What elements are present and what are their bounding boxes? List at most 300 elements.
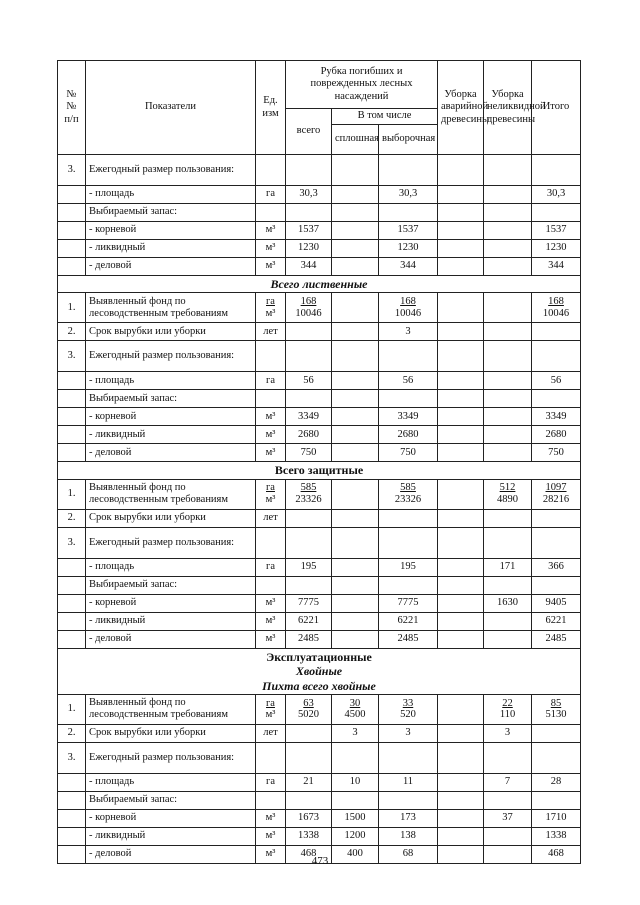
fraction-value (500, 698, 515, 721)
row-label: Выявленный фонд по лесоводственным требованиям (86, 479, 256, 509)
table-cell: 3 (379, 323, 438, 341)
table-row (58, 323, 581, 341)
table-cell (58, 612, 86, 630)
table-cell (332, 612, 379, 630)
col-header-total: Итого (532, 61, 581, 155)
table-cell (484, 155, 532, 186)
table-cell: 28 (532, 773, 581, 791)
fraction-numerator: га (266, 697, 275, 709)
table-cell (379, 341, 438, 372)
table-cell (438, 258, 484, 276)
fraction-numerator: га (266, 482, 275, 494)
table-cell (332, 444, 379, 462)
table-cell (58, 258, 86, 276)
table-cell (58, 594, 86, 612)
table-cell (438, 773, 484, 791)
table-cell: 1673 (286, 809, 332, 827)
table-cell: м³ (256, 426, 286, 444)
table-cell: 7775 (379, 594, 438, 612)
row-label: Ежегодный размер пользования: (86, 742, 256, 773)
table-cell: 1. (58, 293, 86, 323)
row-label: - корневой (86, 222, 256, 240)
table-cell: 1230 (379, 240, 438, 258)
fraction-denominator: 110 (499, 709, 516, 721)
table-cell (532, 204, 581, 222)
table-cell: 56 (379, 372, 438, 390)
table-cell (484, 240, 532, 258)
table-cell (332, 293, 379, 323)
fraction-denominator: м³ (265, 494, 276, 506)
table-cell: 1230 (532, 240, 581, 258)
table-cell (532, 155, 581, 186)
table-cell: 3349 (286, 408, 332, 426)
table-row (58, 186, 581, 204)
table-cell (484, 509, 532, 527)
forest-use-table (57, 60, 581, 864)
fraction-numerator: 85 (550, 697, 562, 709)
fraction-value (266, 482, 276, 505)
table-cell (332, 222, 379, 240)
table-cell: 1500 (332, 809, 379, 827)
table-cell: 21 (286, 773, 332, 791)
table-cell (484, 742, 532, 773)
table-cell: лет (256, 323, 286, 341)
row-label: - деловой (86, 444, 256, 462)
fraction-value (266, 698, 276, 721)
table-row (58, 258, 581, 276)
fraction-numerator: 33 (402, 697, 414, 709)
table-cell: 1. (58, 479, 86, 509)
row-label: Выбираемый запас: (86, 576, 256, 594)
table-cell: 750 (532, 444, 581, 462)
table-cell (438, 630, 484, 648)
fraction-denominator: 520 (400, 709, 416, 721)
table-cell (532, 694, 581, 724)
row-label: - деловой (86, 630, 256, 648)
table-row (58, 742, 581, 773)
fraction-value (395, 296, 421, 319)
table-cell: 3 (332, 724, 379, 742)
table-cell (332, 155, 379, 186)
row-label: - корневой (86, 408, 256, 426)
fraction-numerator: 63 (303, 697, 314, 709)
table-cell (438, 509, 484, 527)
table-cell: 468 (532, 845, 581, 863)
table-cell: 2485 (532, 630, 581, 648)
table-cell (438, 594, 484, 612)
fraction-numerator: 168 (548, 296, 564, 308)
row-label: Выявленный фонд по лесоводственным требованиям (86, 293, 256, 323)
table-row (58, 155, 581, 186)
table-cell: 366 (532, 558, 581, 576)
fraction-denominator: 4500 (344, 709, 366, 721)
table-cell: 138 (379, 827, 438, 845)
table-cell: м³ (256, 408, 286, 426)
table-cell: 1537 (379, 222, 438, 240)
table-cell (58, 426, 86, 444)
table-cell: 2680 (532, 426, 581, 444)
table-cell: 195 (286, 558, 332, 576)
table-cell (58, 390, 86, 408)
table-cell: 1630 (484, 594, 532, 612)
table-cell: 68 (379, 845, 438, 863)
section-row (58, 462, 581, 479)
table-cell: 1338 (286, 827, 332, 845)
table-cell (332, 576, 379, 594)
row-label: - ликвидный (86, 240, 256, 258)
table-cell (286, 341, 332, 372)
fraction-value (295, 296, 321, 319)
table-cell (332, 694, 379, 724)
table-cell (256, 155, 286, 186)
table-cell (286, 527, 332, 558)
table-cell: 30,3 (379, 186, 438, 204)
table-cell (58, 827, 86, 845)
table-cell (286, 155, 332, 186)
table-cell (286, 390, 332, 408)
table-cell: 56 (286, 372, 332, 390)
table-cell (379, 155, 438, 186)
fraction-numerator: 1097 (545, 482, 567, 494)
table-row (58, 809, 581, 827)
fraction-value (543, 482, 569, 505)
section-row (58, 276, 581, 293)
table-cell (332, 372, 379, 390)
table-cell (332, 204, 379, 222)
table-cell: 6221 (286, 612, 332, 630)
table-cell (256, 576, 286, 594)
fraction-numerator: 168 (300, 296, 317, 308)
table-cell (438, 341, 484, 372)
row-label: - ликвидный (86, 827, 256, 845)
table-cell: 1200 (332, 827, 379, 845)
table-cell (58, 791, 86, 809)
fraction-denominator: м³ (265, 709, 276, 721)
table-cell (58, 408, 86, 426)
table-cell: м³ (256, 258, 286, 276)
table-cell (484, 323, 532, 341)
row-label: Выбираемый запас: (86, 390, 256, 408)
table-cell: 1537 (532, 222, 581, 240)
table-cell (58, 222, 86, 240)
table-row (58, 791, 581, 809)
table-cell (484, 222, 532, 240)
table-cell (438, 558, 484, 576)
table-cell (484, 827, 532, 845)
table-cell: 6221 (532, 612, 581, 630)
table-cell (438, 390, 484, 408)
table-row (58, 426, 581, 444)
table-cell: 30,3 (286, 186, 332, 204)
table-cell: 1537 (286, 222, 332, 240)
table-cell: 9405 (532, 594, 581, 612)
table-cell (438, 240, 484, 258)
table-cell (438, 372, 484, 390)
row-label: Выбираемый запас: (86, 791, 256, 809)
table-cell (484, 408, 532, 426)
table-cell: га (256, 773, 286, 791)
fraction-value (497, 482, 518, 505)
table-cell (438, 323, 484, 341)
table-cell (256, 791, 286, 809)
table-cell (484, 527, 532, 558)
table-cell (532, 576, 581, 594)
table-cell: 3349 (379, 408, 438, 426)
table-cell (332, 408, 379, 426)
row-label: Выявленный фонд по лесоводственным требованиям (86, 694, 256, 724)
table-cell (286, 293, 332, 323)
table-row (58, 341, 581, 372)
row-label: - корневой (86, 594, 256, 612)
fraction-numerator: 30 (349, 697, 361, 709)
fraction-numerator: га (266, 296, 275, 308)
table-cell (532, 479, 581, 509)
section-title-line: Хвойные (295, 664, 343, 679)
table-cell: 2. (58, 724, 86, 742)
fraction-denominator: 4890 (497, 494, 519, 506)
table-cell (58, 372, 86, 390)
table-cell (58, 240, 86, 258)
table-cell (379, 694, 438, 724)
table-body (58, 155, 581, 864)
table-cell: 195 (379, 558, 438, 576)
table-row (58, 630, 581, 648)
table-row (58, 240, 581, 258)
row-label: - площадь (86, 773, 256, 791)
table-cell: м³ (256, 444, 286, 462)
table-cell: м³ (256, 594, 286, 612)
section-title-line: Эксплуатационные (266, 649, 372, 664)
table-cell (484, 372, 532, 390)
fraction-numerator: 512 (499, 482, 516, 494)
table-cell (58, 444, 86, 462)
table-cell (532, 724, 581, 742)
table-cell (532, 509, 581, 527)
fraction-denominator: 5020 (298, 709, 319, 721)
table-cell: 37 (484, 809, 532, 827)
table-cell (438, 527, 484, 558)
fraction-value (543, 296, 569, 319)
col-header-all: всего (286, 109, 332, 155)
table-cell (484, 612, 532, 630)
table-cell (58, 576, 86, 594)
table-cell: м³ (256, 240, 286, 258)
table-row (58, 527, 581, 558)
table-cell (379, 204, 438, 222)
table-cell (438, 809, 484, 827)
fraction-denominator: 10046 (295, 307, 322, 319)
table-cell (532, 341, 581, 372)
table-cell: 3 (379, 724, 438, 742)
table-cell (379, 527, 438, 558)
table-cell (256, 204, 286, 222)
table-cell (286, 694, 332, 724)
table-cell (532, 390, 581, 408)
table-cell (484, 293, 532, 323)
table-cell: 3. (58, 341, 86, 372)
table-cell (532, 323, 581, 341)
table-cell: лет (256, 724, 286, 742)
table-cell: 2. (58, 323, 86, 341)
table-cell: 11 (379, 773, 438, 791)
table-cell (532, 742, 581, 773)
fraction-denominator: 23326 (394, 494, 422, 506)
fraction-value (298, 698, 319, 721)
col-header-emergency: Уборка аварийной древесины (438, 61, 484, 155)
table-cell: 3349 (532, 408, 581, 426)
table-cell: 1710 (532, 809, 581, 827)
table-cell (379, 293, 438, 323)
row-label: Выбираемый запас: (86, 204, 256, 222)
row-label: Срок вырубки или уборки (86, 323, 256, 341)
fraction-numerator: 22 (502, 697, 513, 709)
fraction-value (295, 482, 321, 505)
table-cell (438, 694, 484, 724)
fraction-numerator: 585 (400, 482, 416, 494)
table-cell: 1338 (532, 827, 581, 845)
fraction-denominator: 5130 (545, 709, 567, 721)
table-cell (58, 630, 86, 648)
table-cell (332, 240, 379, 258)
table-cell (332, 390, 379, 408)
table-cell: 173 (379, 809, 438, 827)
table-row (58, 444, 581, 462)
table-cell: м³ (256, 612, 286, 630)
table-cell (379, 742, 438, 773)
table-cell (532, 527, 581, 558)
row-label: - площадь (86, 372, 256, 390)
fraction-value (546, 698, 567, 721)
table-row (58, 827, 581, 845)
table-cell (332, 323, 379, 341)
table-cell: га (256, 372, 286, 390)
table-cell (438, 426, 484, 444)
table-row (58, 773, 581, 791)
table-cell: м³ (256, 809, 286, 827)
table-cell: 2680 (286, 426, 332, 444)
table-cell (438, 444, 484, 462)
section-title-line: Всего защитные (274, 463, 364, 478)
table-cell (58, 773, 86, 791)
table-cell (332, 527, 379, 558)
table-cell (332, 426, 379, 444)
table-row-fund (58, 479, 581, 509)
table-cell: 3. (58, 527, 86, 558)
table-cell (484, 390, 532, 408)
table-row (58, 204, 581, 222)
table-row (58, 612, 581, 630)
table-cell (438, 479, 484, 509)
table-cell (332, 742, 379, 773)
fraction-denominator: м³ (265, 307, 276, 319)
table-row (58, 576, 581, 594)
table-row (58, 509, 581, 527)
section-title (58, 276, 581, 293)
section-title (58, 648, 581, 694)
table-cell (58, 186, 86, 204)
table-cell: м³ (256, 845, 286, 863)
fraction-value (266, 296, 276, 319)
table-cell (484, 258, 532, 276)
table-cell (286, 724, 332, 742)
row-label: - ликвидный (86, 612, 256, 630)
fraction-value (395, 482, 421, 505)
table-cell: 2. (58, 509, 86, 527)
table-cell (286, 323, 332, 341)
section-row (58, 648, 581, 694)
fraction-numerator: 585 (300, 482, 317, 494)
table-cell (256, 341, 286, 372)
row-label: Срок вырубки или уборки (86, 724, 256, 742)
table-cell: 400 (332, 845, 379, 863)
table-cell: 6221 (379, 612, 438, 630)
row-label: - деловой (86, 258, 256, 276)
table-cell (58, 204, 86, 222)
table-cell (484, 694, 532, 724)
table-cell: 7 (484, 773, 532, 791)
fraction-value (400, 698, 416, 721)
table-cell: 750 (286, 444, 332, 462)
table-cell (532, 293, 581, 323)
table-cell: 7775 (286, 594, 332, 612)
table-cell (332, 630, 379, 648)
table-cell: га (256, 558, 286, 576)
table-cell (438, 724, 484, 742)
table-cell (484, 576, 532, 594)
table-cell (256, 694, 286, 724)
section-title (58, 462, 581, 479)
table-cell: 2485 (286, 630, 332, 648)
page-number: 473 (311, 855, 329, 867)
table-cell (256, 742, 286, 773)
table-cell: м³ (256, 630, 286, 648)
table-row (58, 408, 581, 426)
table-cell (438, 293, 484, 323)
table-row (58, 594, 581, 612)
table-cell (332, 186, 379, 204)
table-cell (438, 155, 484, 186)
table-cell (438, 827, 484, 845)
col-header-num: № № п/п (58, 61, 86, 155)
table-cell (379, 390, 438, 408)
table-cell (484, 479, 532, 509)
fraction-denominator: 10046 (542, 307, 570, 319)
table-cell (379, 576, 438, 594)
table-cell (438, 222, 484, 240)
section-title-line: Пихта всего хвойные (262, 678, 376, 693)
table-cell (286, 791, 332, 809)
col-header-selective: выборочная (379, 125, 438, 155)
table-cell (286, 509, 332, 527)
table-cell (286, 576, 332, 594)
table-cell (332, 558, 379, 576)
table-cell (484, 204, 532, 222)
table-cell (379, 791, 438, 809)
row-label: Ежегодный размер пользования: (86, 155, 256, 186)
table-cell: 344 (532, 258, 581, 276)
table-cell (286, 742, 332, 773)
col-header-unit: Ед. изм (256, 61, 286, 155)
row-label: - ликвидный (86, 426, 256, 444)
table-cell: 344 (379, 258, 438, 276)
table-cell: 30,3 (532, 186, 581, 204)
table-cell (379, 509, 438, 527)
table-cell (58, 558, 86, 576)
row-label: - площадь (86, 186, 256, 204)
col-header-including: В том числе (332, 109, 438, 125)
col-header-felling: Рубка погибших и поврежденных лесных насаждений (286, 61, 438, 109)
table-cell (332, 509, 379, 527)
